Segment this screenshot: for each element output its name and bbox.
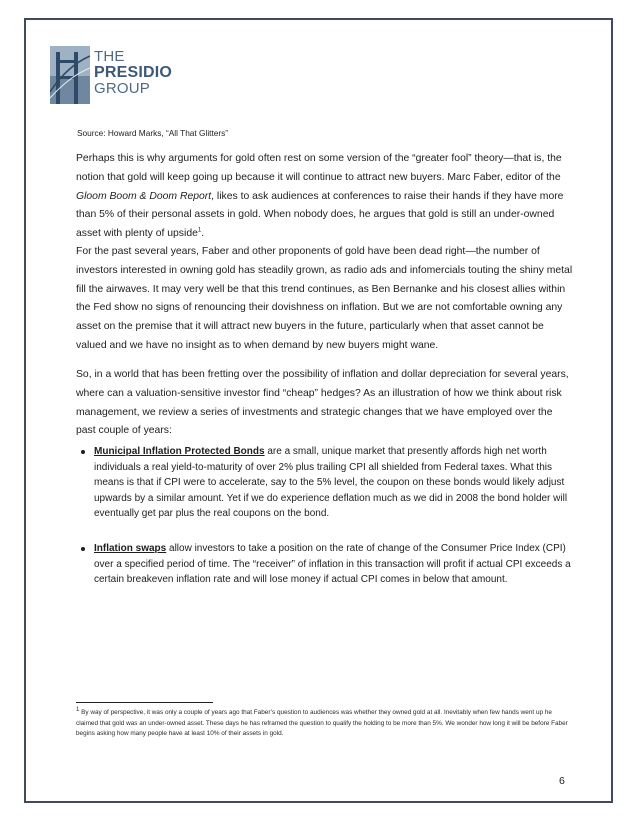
- bullet-term: Inflation swaps: [94, 543, 167, 554]
- page-number: 6: [559, 775, 565, 787]
- bullet-description: allow investors to take a position on the rate of change of the Consumer Price Index (CPI) over a specified period of time. The “receiver” of inflation in this transaction will profit if actual CPI exceeds a certain breakeven inflation rate and will lose money if actual CPI comes in below that amount.: [94, 543, 571, 586]
- list-item: [76, 541, 576, 588]
- paragraph-valuation-hedges: So, in a world that has been fretting over the possibility of inflation and dollar depreciation for several years, where can a valuation-sensitive investor find “cheap” hedges? As an illustration of how we think about risk management, we review a series of investments and strategic changes that we have employed over the past couple of years:: [76, 369, 569, 437]
- footnote-text: By way of perspective, it was only a couple of years ago that Faber’s question to audiences was whether they owned gold at all. Inevitably when few hands went up he claimed that gold was an under-owned asset. These days he has reframed the question to qualify the holding to be more than 5%. We wonder how long it will be before Faber begins asking how many people have at least 10% of their assets in gold.: [76, 709, 568, 738]
- list-item: [76, 444, 576, 522]
- logo-line-the: THE: [94, 48, 125, 65]
- footnote-reference[interactable]: 1: [197, 227, 202, 234]
- footnote: [76, 708, 574, 740]
- bullet-icon: [81, 547, 85, 551]
- bullet-text: [94, 444, 576, 522]
- bullet-term: Municipal Inflation Protected Bonds: [94, 446, 265, 457]
- paragraph-1-text-continued: , likes to ask audiences at conferences to raise their hands if they have more than 5% of their personal assets in gold. When nobody does, he argues that gold is still an under-owned asset with plenty of upside: [76, 190, 564, 240]
- paragraph-greater-fool: [76, 150, 574, 244]
- paragraph-1-text: Perhaps this is why arguments for gold often rest on some version of the “greater fool” theory—that is, the notion that gold will keep going up because it will continue to attract new buyers. Marc Faber, editor of the: [76, 153, 562, 183]
- bullet-text: [94, 541, 576, 588]
- report-title: Gloom Boom & Doom Report: [76, 190, 212, 202]
- source-caption: Source: Howard Marks, “All That Glitters”: [77, 128, 229, 138]
- paragraph-faber-right: For the past several years, Faber and other proponents of gold have been dead right—the number of investors interested in owning gold has steadily grown, as radio ads and infomercials touting the shiny metal fill the airwaves. It may very well be that this trend continues, as Ben Bernanke and his closest allies within the Fed show no signs of renouncing their dovishness on inflation. But we are not comfortable owning any asset on the premise that it will attract new buyers in the future, particularly when that asset cannot be valued and we have no insight as to when demand by new buyers might wane.: [76, 246, 573, 351]
- bullet-icon: [81, 450, 85, 454]
- footnote-divider: [76, 702, 213, 703]
- bridge-tower-icon: [50, 46, 90, 104]
- paragraph-1-end: .: [201, 228, 205, 240]
- presidio-group-logo: [50, 46, 220, 104]
- logo-line-presidio: PRESIDIO: [94, 64, 173, 81]
- logo-line-group: GROUP: [94, 80, 151, 97]
- bullet-description: are a small, unique market that presently affords high net worth individuals a real yield-to-maturity of over 2% plus trailing CPI all shielded from Federal taxes. What this means is that if CPI were to accelerate, say to the 5% level, the coupon on these bonds would likely adjust upwards by a similar amount. Yet if we do experience deflation much as we did in 2008 the bond holder will eventually get par plus the real coupons on the bond.: [94, 446, 568, 520]
- footnote-marker: 1: [76, 706, 80, 713]
